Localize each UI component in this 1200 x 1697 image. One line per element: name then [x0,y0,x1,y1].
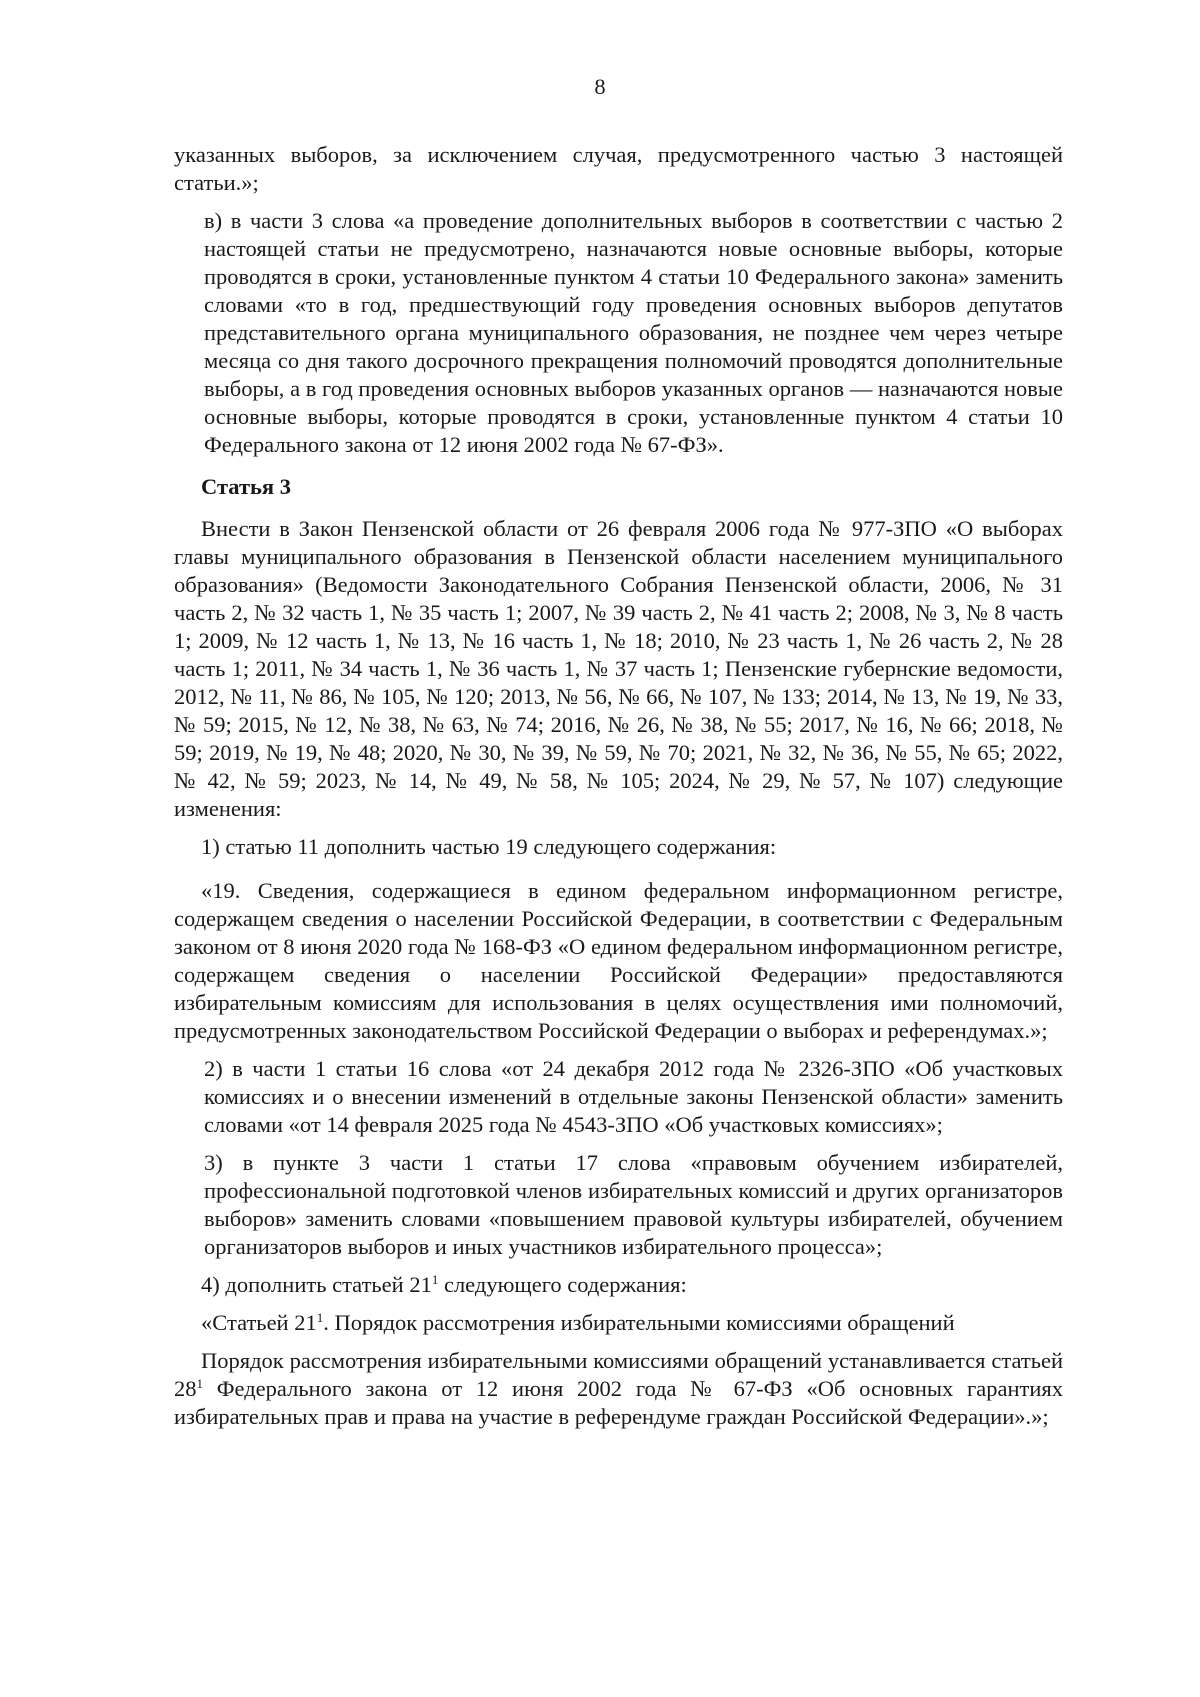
paragraph-continuation: указанных выборов, за исключением случая, предусмотренного частью 3 настоящей статьи.»; [174,142,1063,195]
item-4-superscript: 1 [431,1272,439,1287]
new-article-title-start: «Статьей 21 [201,1310,317,1335]
new-article-body-start: Порядок рассмотрения избирательными комиссиями обращений устанавливается статьей 28 [174,1348,1063,1401]
page-number: 8 [594,74,606,99]
paragraph-new-article-title [174,1309,1063,1337]
paragraph-article-intro: Внести в Закон Пензенской области от 26 февраля 2006 года № 977-ЗПО «О выборах главы муниципального образования в Пензенской области населением муниципального образования» (Ведомости Законодательного Собрания Пензенской области, 2006, № 31 часть 2, № 32 часть 1, № 35 часть 1; 2007, № 39 часть 2, № 41 часть 2; 2008, № 3, № 8 часть 1; 2009, № 12 часть 1, № 13, № 16 часть 1, № 18; 2010, № 23 часть 1, № 26 часть 2, № 28 часть 1; 2011, № 34 часть 1, № 36 часть 1, № 37 часть 1; Пензенские губернские ведомости, 2012, № 11, № 86, № 105, № 120; 2013, № 56, № 66, № 107, № 133; 2014, № 13, № 19, № 33, № 59; 2015, № 12, № 38, № 63, № 74; 2016, № 26, № 38, № 55; 2017, № 16, № 66; 2018, № 59; 2019, № 19, № 48; 2020, № 30, № 39, № 59, № 70; 2021, № 32, № 36, № 55, № 65; 2022, № 42, № 59; 2023, № 14, № 49, № 58, № 105; 2024, № 29, № 57, № 107) следующие изменения: [174,516,1063,821]
new-article-title-end: . Порядок рассмотрения избирательными комиссиями обращений [323,1310,955,1335]
item-4-text-start: 4) дополнить статьей 21 [201,1272,432,1297]
new-article-title-superscript: 1 [316,1310,324,1325]
paragraph-item-1: 1) статью 11 дополнить частью 19 следующего содержания: [201,834,777,859]
paragraph-item-4 [174,1271,1063,1299]
paragraph-item-3: 3) в пункте 3 части 1 статьи 17 слова «правовым обучением избирателей, профессиональной подготовкой членов избирательных комиссий и других организаторов выборов» заменить словами «повышением правовой культуры избирателей, обучением организаторов выборов и иных участников избирательного процесса»; [204,1150,1063,1259]
document-body [174,141,1063,1431]
new-article-body-end: Федерального закона от 12 июня 2002 года № 67-ФЗ «Об основных гарантиях избирательных прав и права на участие в референдуме граждан Российской Федерации».»; [174,1376,1063,1429]
paragraph-new-article-body [174,1347,1063,1431]
article-heading: Статья 3 [201,474,291,499]
paragraph-item-v: в) в части 3 слова «а проведение дополнительных выборов в соответствии с частью 2 настоящей статьи не предусмотрено, назначаются новые основные выборы, которые проводятся в сроки, установленные пунктом 4 статьи 10 Федерального закона» заменить словами «то в год, предшествующий году проведения основных выборов депутатов представительного органа муниципального образования, не позднее чем через четыре месяца со дня такого досрочного прекращения полномочий проводятся дополнительные выборы, а в год проведения основных выборов указанных органов — назначаются новые основные выборы, которые проводятся в сроки, установленные пунктом 4 статьи 10 Федерального закона от 12 июня 2002 года № 67-ФЗ». [204,208,1063,457]
paragraph-item-2: 2) в части 1 статьи 16 слова «от 24 декабря 2012 года № 2326-ЗПО «Об участковых комиссиях и о внесении изменений в отдельные законы Пензенской области» заменить словами «от 14 февраля 2025 года № 4543-ЗПО «Об участковых комиссиях»; [204,1056,1063,1137]
item-4-text-end: следующего содержания: [438,1272,687,1297]
paragraph-quote-19: «19. Сведения, содержащиеся в едином федеральном информационном регистре, содержащем сведения о населении Российской Федерации, в соответствии с Федеральным законом от 8 июня 2020 года № 168-ФЗ «О едином федеральном информационном регистре, содержащем сведения о населении Российской Федерации» предоставляются избирательным комиссиям для использования в целях осуществления ими полномочий, предусмотренных законодательством Российской Федерации о выборах и референдумах.»; [174,878,1063,1043]
new-article-body-superscript: 1 [196,1376,203,1391]
